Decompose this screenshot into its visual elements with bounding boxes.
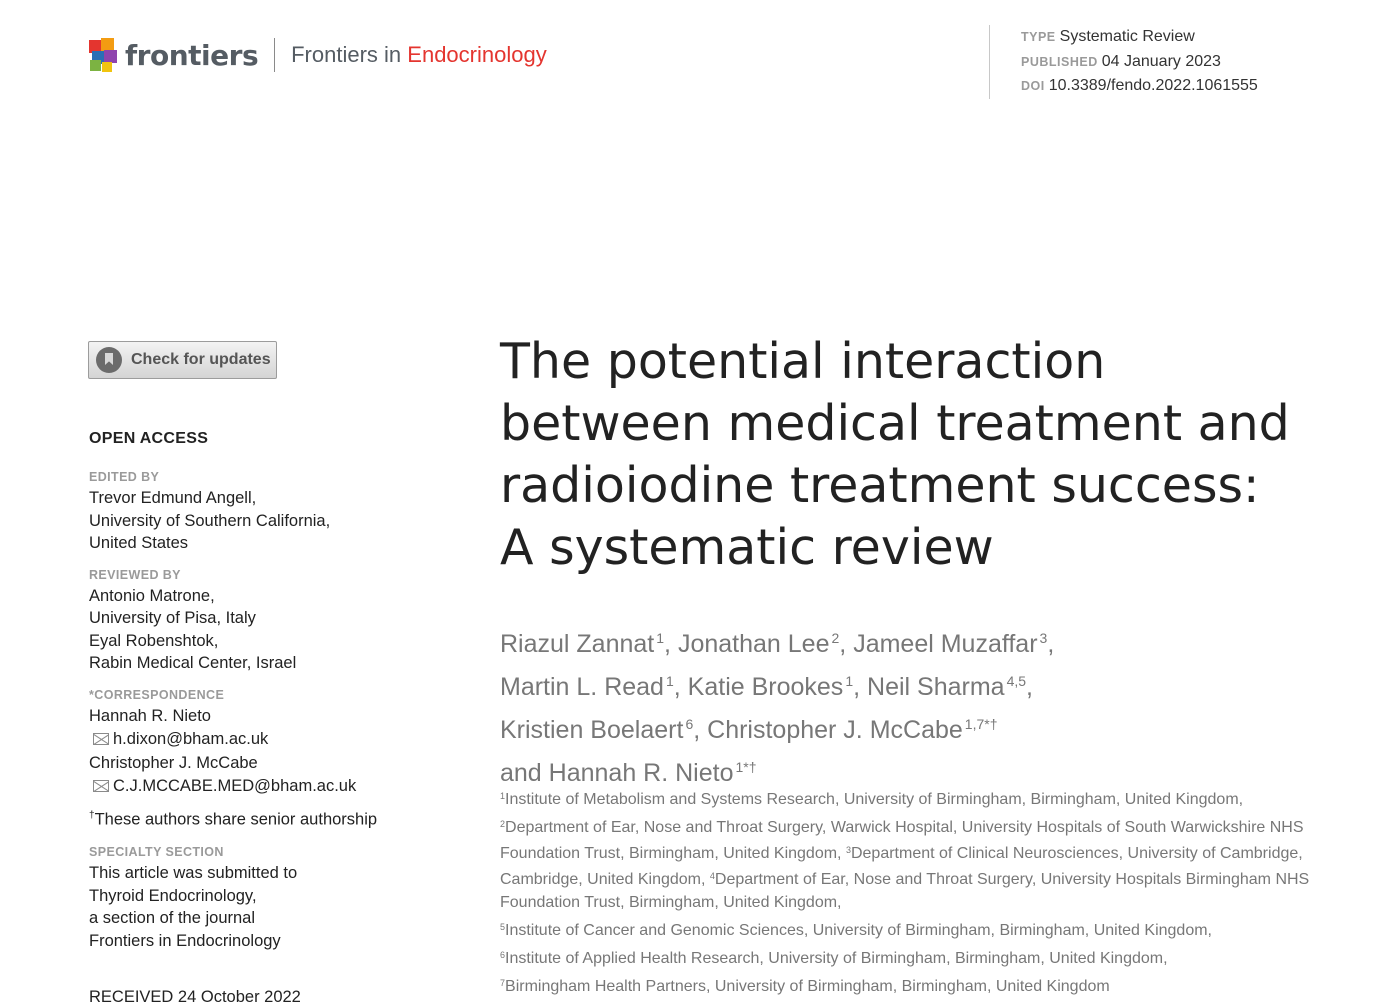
affiliation-number: 1 bbox=[500, 791, 506, 801]
check-for-updates-button[interactable] bbox=[88, 341, 277, 379]
journal-prefix: Frontiers in bbox=[291, 42, 402, 67]
meta-published bbox=[1021, 50, 1258, 75]
affiliation-number: 3 bbox=[845, 845, 851, 855]
affiliation bbox=[500, 785, 1330, 811]
reviewer-line: Antonio Matrone, bbox=[89, 586, 215, 605]
author-separator: , bbox=[839, 630, 854, 658]
author-list bbox=[500, 620, 1330, 792]
author-affiliation-mark: 1 bbox=[845, 673, 854, 689]
author-separator: , bbox=[853, 673, 868, 701]
mail-icon bbox=[93, 780, 109, 792]
author-separator: , bbox=[693, 716, 708, 744]
title-line: radioiodine treatment success: bbox=[500, 457, 1260, 514]
affiliation-text: Department of Clinical Neurosciences, University of Cambridge, Cambridge, United Kingdom, bbox=[500, 845, 1303, 888]
author-affiliation-mark: 1,7*† bbox=[964, 716, 998, 732]
email-row[interactable] bbox=[89, 727, 439, 752]
reviewer-line: Rabin Medical Center, Israel bbox=[89, 654, 297, 672]
meta-doi bbox=[1021, 74, 1258, 99]
correspondent-name: Hannah R. Nieto bbox=[89, 706, 211, 725]
author[interactable] bbox=[867, 673, 1026, 701]
footnote-mark: † bbox=[89, 809, 95, 821]
affiliation-text: Department of Ear, Nose and Throat Surgery, Warwick Hospital, University Hospitals of South Warwickshire NHS Foundation Trust, Birmingham, United Kingdom, bbox=[500, 819, 1304, 862]
author-name: Katie Brookes bbox=[687, 673, 844, 701]
author-name: Jameel Muzaffar bbox=[853, 630, 1038, 658]
author-separator: , bbox=[673, 673, 688, 701]
open-access-label: OPEN ACCESS bbox=[89, 430, 209, 447]
author[interactable] bbox=[500, 630, 664, 658]
brand-name: frontiers bbox=[125, 38, 259, 72]
author[interactable] bbox=[500, 716, 693, 744]
title-line: A systematic review bbox=[500, 519, 994, 576]
author-affiliation-mark: 1*† bbox=[735, 759, 757, 775]
author-name: Martin L. Read bbox=[500, 673, 664, 701]
author-affiliation-mark: 3 bbox=[1039, 630, 1048, 646]
affiliation-number: 5 bbox=[500, 922, 506, 932]
frontiers-logo-icon bbox=[89, 38, 119, 72]
editor-line: Trevor Edmund Angell, bbox=[89, 489, 257, 507]
author-affiliation-mark: 6 bbox=[685, 716, 694, 732]
section-key: SPECIALTY SECTION bbox=[89, 845, 224, 859]
author-separator: , bbox=[1047, 630, 1055, 658]
author-name: Christopher J. McCabe bbox=[707, 716, 963, 744]
frontiers-logo[interactable] bbox=[89, 38, 547, 72]
footnote-text: These authors share senior authorship bbox=[94, 810, 378, 828]
editor-line: University of Southern California, bbox=[89, 511, 331, 530]
meta-value: 04 January 2023 bbox=[1101, 52, 1221, 70]
title-line: The potential interaction bbox=[500, 333, 1106, 390]
affiliation bbox=[500, 944, 1330, 970]
author-affiliation-mark: 1 bbox=[656, 630, 665, 646]
author-affiliation-mark: 4,5 bbox=[1006, 673, 1027, 689]
author[interactable] bbox=[707, 716, 997, 744]
correspondent-name: Christopher J. McCabe bbox=[89, 753, 258, 772]
specialty-line: a section of the journal bbox=[89, 909, 256, 927]
mail-icon bbox=[93, 733, 109, 745]
meta-type bbox=[1021, 25, 1258, 50]
affiliation-text: Institute of Applied Health Research, University of Birmingham, Birmingham, United Kingdom, bbox=[505, 950, 1168, 967]
meta-key: DOI bbox=[1021, 79, 1045, 93]
senior-authorship-footnote bbox=[89, 805, 439, 831]
check-for-updates-label: Check for updates bbox=[131, 351, 271, 368]
email-link[interactable]: h.dixon@bham.ac.uk bbox=[113, 730, 269, 748]
specialty-section bbox=[89, 844, 439, 952]
author-name: Riazul Zannat bbox=[500, 630, 655, 658]
affiliation-text: Institute of Cancer and Genomic Sciences, University of Birmingham, Birmingham, United Kingdom, bbox=[505, 922, 1212, 939]
affiliation-number: 4 bbox=[709, 871, 715, 881]
email-link[interactable]: C.J.MCCABE.MED@bham.ac.uk bbox=[113, 777, 357, 795]
author-separator: , bbox=[664, 630, 678, 658]
meta-key: PUBLISHED bbox=[1021, 54, 1098, 69]
author[interactable] bbox=[853, 630, 1047, 658]
author-name: Jonathan Lee bbox=[677, 630, 830, 658]
correspondence-section bbox=[89, 687, 439, 799]
reviewer-line: University of Pisa, Italy bbox=[89, 609, 256, 627]
affiliation bbox=[500, 972, 1330, 998]
editor-line: United States bbox=[89, 534, 189, 552]
bookmark-icon bbox=[96, 347, 122, 373]
edited-by-section bbox=[89, 469, 439, 555]
affiliations bbox=[500, 785, 1330, 1000]
received-date-line: RECEIVED 24 October 2022 bbox=[89, 988, 301, 1006]
affiliation-text: Department of Ear, Nose and Throat Surgery, University Hospitals Birmingham NHS Foundation Trust, Birmingham, United Kingdom, bbox=[500, 871, 1310, 911]
reviewer-line: Eyal Robenshtok, bbox=[89, 631, 219, 650]
section-key: REVIEWED BY bbox=[89, 567, 181, 582]
specialty-line: This article was submitted to bbox=[89, 864, 298, 882]
affiliation-group bbox=[500, 813, 1330, 914]
specialty-line: Thyroid Endocrinology, bbox=[89, 886, 257, 905]
sidebar bbox=[89, 430, 439, 964]
author-name: Neil Sharma bbox=[867, 673, 1005, 701]
author[interactable] bbox=[500, 759, 757, 787]
author-affiliation-mark: 1 bbox=[665, 673, 674, 689]
author[interactable] bbox=[688, 673, 853, 701]
author[interactable] bbox=[500, 673, 674, 701]
reviewed-by-section bbox=[89, 567, 439, 675]
logo-divider bbox=[274, 38, 275, 72]
section-key: *CORRESPONDENCE bbox=[89, 687, 225, 702]
affiliation-text: Birmingham Health Partners, University of Birmingham, Birmingham, United Kingdom bbox=[505, 978, 1110, 995]
doi-link[interactable]: 10.3389/fendo.2022.1061555 bbox=[1048, 77, 1258, 94]
email-row[interactable] bbox=[89, 774, 439, 799]
author[interactable] bbox=[678, 630, 839, 658]
article-meta bbox=[989, 25, 1258, 99]
meta-value: Systematic Review bbox=[1059, 28, 1195, 45]
author-name: and Hannah R. Nieto bbox=[500, 759, 734, 787]
journal-name bbox=[291, 42, 547, 68]
author-affiliation-mark: 2 bbox=[831, 630, 840, 646]
article-title bbox=[500, 331, 1360, 579]
journal-title: Endocrinology bbox=[407, 42, 547, 67]
affiliation-number: 2 bbox=[500, 819, 506, 829]
affiliation-number: 6 bbox=[500, 950, 506, 960]
affiliation bbox=[500, 916, 1330, 942]
title-line: between medical treatment and bbox=[500, 395, 1290, 452]
affiliation-text: Institute of Metabolism and Systems Research, University of Birmingham, Birmingham, United Kingdom, bbox=[505, 791, 1244, 808]
specialty-line: Frontiers in Endocrinology bbox=[89, 931, 281, 950]
author-separator: , bbox=[1026, 673, 1033, 701]
meta-key: TYPE bbox=[1021, 30, 1056, 44]
author-name: Kristien Boelaert bbox=[500, 716, 684, 744]
section-key: EDITED BY bbox=[89, 470, 160, 484]
page-header bbox=[0, 0, 1391, 110]
affiliation-number: 7 bbox=[500, 978, 506, 988]
